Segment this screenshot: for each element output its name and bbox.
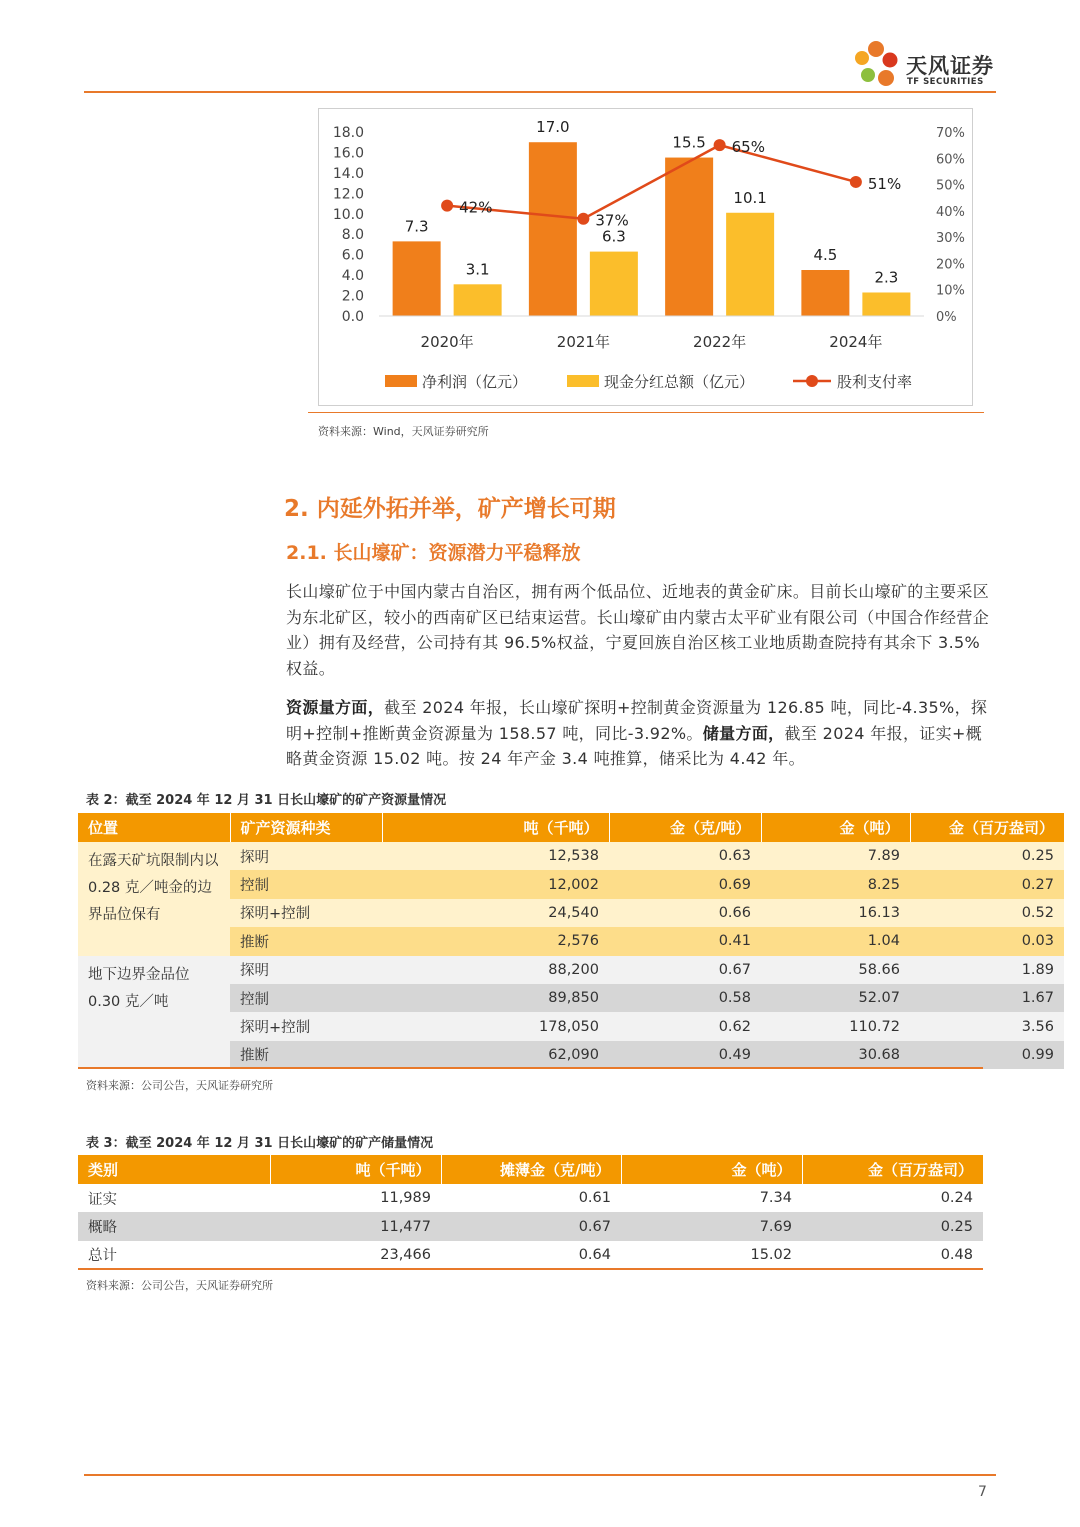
y-right-tick-label: 40% <box>936 204 965 220</box>
table-cell: 概略 <box>88 1220 117 1237</box>
dividend-bar <box>726 213 774 316</box>
table-cell: 178,050 <box>539 1018 599 1035</box>
y-left-tick-label: 4.0 <box>341 268 364 285</box>
table-cell: 89,850 <box>548 990 599 1007</box>
table-header-row <box>78 1155 983 1184</box>
table-cell: 16.13 <box>858 904 900 921</box>
table-header-row <box>78 813 1064 842</box>
table-cell: 证实 <box>88 1191 117 1208</box>
y-right-tick-label: 0% <box>936 310 957 325</box>
reserves-lead: 储量方面， <box>702 723 785 743</box>
table-cell: 1.67 <box>1021 990 1054 1007</box>
dividend-label: 6.3 <box>601 227 626 246</box>
table-cell: 探明 <box>240 963 269 980</box>
table-cell: 7.34 <box>759 1190 792 1207</box>
dividend-bar <box>454 284 502 316</box>
dividend-label: 2.3 <box>874 268 899 287</box>
y-left-tick-label: 12.0 <box>332 186 364 203</box>
legend-payout-marker <box>806 375 818 387</box>
y-left-tick-label: 16.0 <box>332 145 364 162</box>
table-cell: 15.02 <box>750 1246 792 1263</box>
table-cell: 0.99 <box>1021 1046 1054 1063</box>
y-left-tick-label: 2.0 <box>341 288 364 305</box>
table-cell: 推断 <box>240 1048 269 1065</box>
y-left-tick-label: 14.0 <box>332 165 364 182</box>
col-gold-moz: 金（百万盎司） <box>802 1155 983 1184</box>
paragraph-resources <box>286 695 996 772</box>
table-cell: 控制 <box>240 991 269 1008</box>
table-cell: 1.04 <box>867 933 900 950</box>
table-cell: 24,540 <box>548 904 599 921</box>
table-cell: 0.25 <box>1021 848 1054 865</box>
table-row <box>78 1184 983 1212</box>
table-cell: 探明+控制 <box>240 906 311 923</box>
resources-text: 截至 2024 年报，长山壕矿探明+控制黄金资源量为 126.85 吨，同比-4.35%，探明+控制+推断黄金资源量为 158.57 吨，同比-3.92%。 <box>286 698 988 743</box>
table-cell: 0.27 <box>1021 876 1054 893</box>
table3-bottom-rule <box>78 1268 983 1270</box>
col-gold-tonnes: 金（吨） <box>761 813 910 842</box>
table-cell: 0.61 <box>578 1190 611 1207</box>
table3-caption: 表 3：截至 2024 年 12 月 31 日长山壕矿的矿产储量情况 <box>86 1136 434 1151</box>
flower-logo-icon <box>846 36 904 92</box>
section-heading: 2. 内延外拓并举，矿产增长可期 <box>284 496 616 522</box>
table-cell: 0.48 <box>940 1246 973 1263</box>
payout-ratio-label: 51% <box>867 174 902 193</box>
table-cell: 0.69 <box>718 876 751 893</box>
table-cell: 控制 <box>240 878 269 895</box>
table-cell: 3.56 <box>1021 1018 1054 1035</box>
col-gold-moz: 金（百万盎司） <box>910 813 1064 842</box>
chart-source: 资料来源：Wind，天风证券研究所 <box>318 425 489 438</box>
table-cell: 0.41 <box>718 933 751 950</box>
y-left-tick-label: 0.0 <box>341 309 364 325</box>
table2-caption: 表 2：截至 2024 年 12 月 31 日长山壕矿的矿产资源量情况 <box>86 793 447 808</box>
dividend-bar <box>590 252 638 316</box>
y-right-tick-label: 10% <box>936 283 965 299</box>
table-cell: 110.72 <box>849 1018 900 1035</box>
table-cell: 0.67 <box>578 1218 611 1235</box>
table-cell: 0.49 <box>718 1046 751 1063</box>
y-right-tick-label: 70% <box>936 126 965 141</box>
table2-bottom-rule <box>78 1067 983 1069</box>
table-cell: 0.24 <box>940 1190 973 1207</box>
y-left-tick-label: 10.0 <box>332 206 364 223</box>
net-profit-label: 7.3 <box>404 217 429 236</box>
table-cell: 0.64 <box>578 1246 611 1263</box>
reserves-text: 截至 2024 年报，证实+概略黄金资源 15.02 吨。按 24 年产金 3.4 吨推算，储采比为 4.42 年。 <box>286 723 983 768</box>
legend-dividend-label: 现金分红总额（亿元） <box>604 373 755 391</box>
table-row <box>78 1212 983 1240</box>
col-resource-type: 矿产资源种类 <box>230 813 382 842</box>
col-grade: 金（克/吨） <box>609 813 761 842</box>
y-right-tick-label: 50% <box>936 178 965 194</box>
y-right-tick-label: 30% <box>936 231 965 247</box>
chart-svg <box>319 109 972 405</box>
col-tonnes: 吨（千吨） <box>382 813 609 842</box>
net-profit-label: 17.0 <box>536 118 570 137</box>
table-cell: 12,538 <box>548 848 599 865</box>
table-cell: 1.89 <box>1021 961 1054 978</box>
reserves-table <box>78 1155 983 1269</box>
table-cell: 23,466 <box>380 1246 431 1263</box>
net-profit-label: 4.5 <box>813 246 838 264</box>
legend-net-profit-label: 净利润（亿元） <box>422 373 528 391</box>
page-number: 7 <box>978 1484 987 1500</box>
table-cell: 8.25 <box>867 876 900 893</box>
x-tick-label: 2020年 <box>420 333 474 351</box>
table-row <box>78 842 1064 870</box>
legend-payout-label: 股利支付率 <box>837 373 913 391</box>
dividend-bar <box>862 292 910 316</box>
table-row <box>78 956 1064 984</box>
table-cell: 30.68 <box>858 1046 900 1063</box>
legend-dividend-swatch <box>567 375 599 387</box>
payout-ratio-point <box>714 139 726 151</box>
net-profit-bar <box>801 270 849 316</box>
y-left-tick-label: 8.0 <box>341 227 364 244</box>
payout-ratio-point <box>577 213 589 225</box>
table-cell: 0.58 <box>718 990 751 1007</box>
paragraph-intro: 长山壕矿位于中国内蒙古自治区，拥有两个低品位、近地表的黄金矿床。目前长山壕矿的主要采区为东北矿区，较小的西南矿区已结束运营。长山壕矿由内蒙古太平矿业有限公司（中国合作经营企业）拥有及经营，公司持有其 96.5%权益，宁夏回族自治区核工业地质勘查院持有其余下 3.5%权益。 <box>286 582 990 678</box>
x-tick-label: 2021年 <box>556 333 610 351</box>
table-cell: 探明 <box>240 849 269 866</box>
table-cell: 推断 <box>240 934 269 951</box>
col-gold-tonnes: 金（吨） <box>621 1155 802 1184</box>
table-cell: 52.07 <box>858 990 900 1007</box>
table-cell: 探明+控制 <box>240 1020 311 1037</box>
table-cell: 0.63 <box>718 848 751 865</box>
header-rule <box>84 91 996 93</box>
subsection-heading: 2.1. 长山壕矿：资源潜力平稳释放 <box>286 542 581 564</box>
table2-source: 资料来源：公司公告，天风证券研究所 <box>86 1079 273 1092</box>
x-tick-label: 2024年 <box>829 333 883 351</box>
chart-bottom-rule <box>308 412 984 413</box>
table-cell: 0.25 <box>940 1218 973 1235</box>
location-cell: 地下边界金品位 0.30 克／吨 <box>78 956 230 1070</box>
y-left-tick-label: 18.0 <box>332 125 364 141</box>
company-logo <box>846 36 996 92</box>
table-cell: 12,002 <box>548 876 599 893</box>
y-left-tick-label: 6.0 <box>341 247 364 264</box>
table-cell: 58.66 <box>858 961 900 978</box>
table-cell: 总计 <box>88 1248 117 1265</box>
payout-ratio-point <box>441 200 453 212</box>
net-profit-label: 15.5 <box>672 133 706 152</box>
col-diluted-grade: 摊薄金（克/吨） <box>441 1155 621 1184</box>
x-tick-label: 2022年 <box>693 333 747 351</box>
dividend-chart <box>318 108 973 406</box>
payout-ratio-label: 42% <box>459 198 493 217</box>
dividend-label: 10.1 <box>733 188 767 207</box>
logo-english-text: TF SECURITIES <box>907 77 984 87</box>
logo-chinese-text: 天风证券 <box>906 54 994 78</box>
table-cell: 0.52 <box>1021 904 1054 921</box>
table-cell: 0.67 <box>718 961 751 978</box>
payout-ratio-point <box>850 176 862 188</box>
col-tonnes: 吨（千吨） <box>270 1155 441 1184</box>
table-cell: 62,090 <box>548 1046 599 1063</box>
table-cell: 88,200 <box>548 961 599 978</box>
net-profit-bar <box>529 142 577 316</box>
table3-source: 资料来源：公司公告，天风证券研究所 <box>86 1279 273 1292</box>
table-cell: 2,576 <box>557 933 599 950</box>
y-right-tick-label: 60% <box>936 152 965 168</box>
net-profit-bar <box>393 241 441 316</box>
payout-ratio-label: 37% <box>595 211 629 230</box>
y-right-tick-label: 20% <box>936 257 965 273</box>
table-cell: 0.03 <box>1021 933 1054 950</box>
payout-ratio-label: 65% <box>731 138 765 157</box>
dividend-label: 3.1 <box>465 260 490 279</box>
table-cell: 11,477 <box>380 1218 431 1235</box>
table-cell: 0.62 <box>718 1018 751 1035</box>
legend-net-profit-swatch <box>385 375 417 387</box>
col-category: 类别 <box>78 1155 270 1184</box>
table-cell: 0.66 <box>718 904 751 921</box>
footer-rule <box>84 1474 996 1476</box>
resources-table <box>78 813 1064 1069</box>
col-location: 位置 <box>78 813 230 842</box>
table-row <box>78 1241 983 1269</box>
table-cell: 7.89 <box>867 848 900 865</box>
location-cell: 在露天矿坑限制内以 0.28 克／吨金的边界品位保有 <box>78 842 230 956</box>
table-cell: 11,989 <box>380 1190 431 1207</box>
payout-ratio-line <box>447 145 856 219</box>
resources-lead: 资源量方面， <box>286 698 385 717</box>
net-profit-bar <box>665 158 713 316</box>
table-cell: 7.69 <box>759 1218 792 1235</box>
